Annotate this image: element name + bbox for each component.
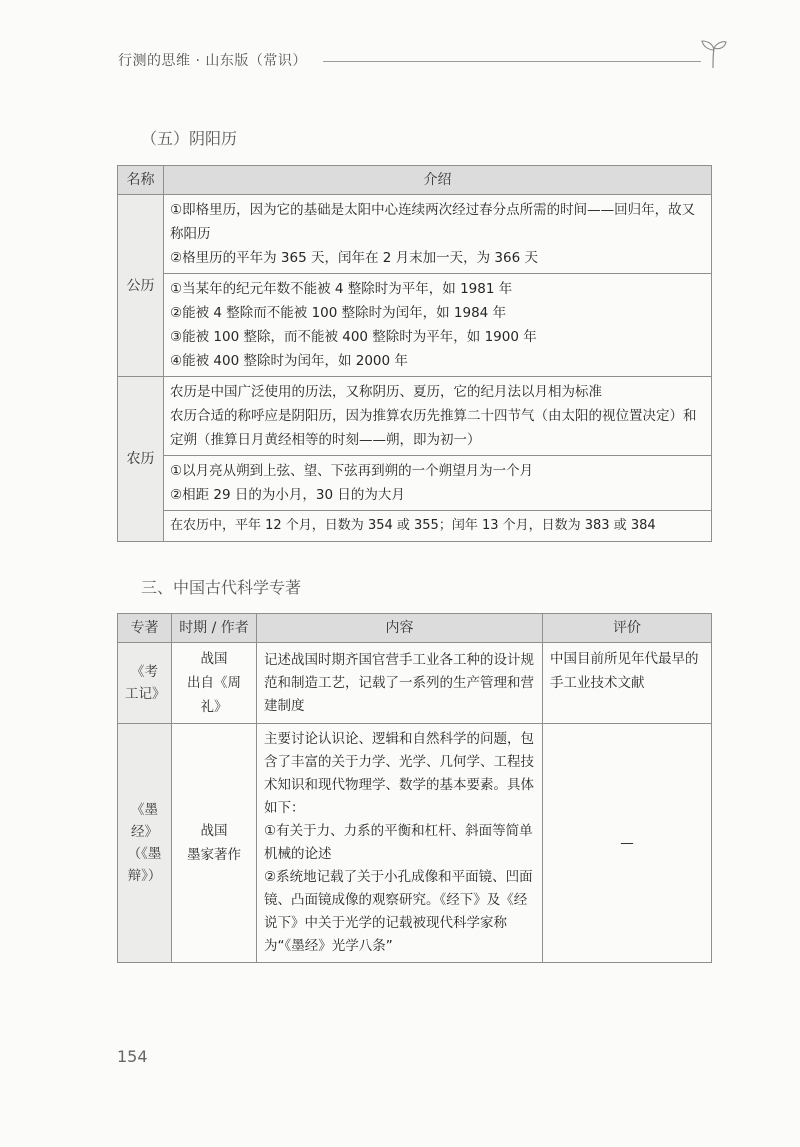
column-header: 介绍 xyxy=(164,166,712,195)
table-row xyxy=(118,377,712,456)
table-header-row xyxy=(118,166,712,195)
content-line: ②系统地记载了关于小孔成像和平面镜、凹面镜、凸面镜成像的观察研究。《经下》及《经说下》中关于光学的记载被现代科学家称为“《墨经》光学八条” xyxy=(264,869,533,954)
table-row xyxy=(118,511,712,542)
intro-line: 在农历中，平年 12 个月，日数为 354 或 355；闰年 13 个月，日数为 383 或 384 xyxy=(170,518,656,533)
intro-cell xyxy=(164,377,712,456)
intro-line: ①以月亮从朔到上弦、望、下弦再到朔的一个朔望月为一个月 xyxy=(170,463,534,479)
column-header: 名称 xyxy=(118,166,164,195)
table-row xyxy=(118,195,712,274)
author: 墨家著作 xyxy=(187,847,241,863)
intro-line: 农历是中国广泛使用的历法，又称阴历、夏历，它的纪月法以月相为标准 xyxy=(170,384,602,400)
intro-cell xyxy=(164,456,712,511)
table-row xyxy=(118,724,712,963)
header-title: 行测的思维 · 山东版（常识） xyxy=(118,53,307,69)
intro-cell xyxy=(164,511,712,542)
intro-line: ①当某年的纪元年数不能被 4 整除时为平年，如 1981 年 xyxy=(170,281,513,297)
evaluation-cell: — xyxy=(543,724,712,963)
section-title-lunisolar: （五）阴阳历 xyxy=(141,129,238,148)
intro-cell xyxy=(164,195,712,274)
table-row xyxy=(118,643,712,724)
column-header: 时期 / 作者 xyxy=(172,614,257,643)
intro-line: ④能被 400 整除时为闰年，如 2000 年 xyxy=(170,353,408,369)
row-name-gregorian: 公历 xyxy=(118,195,164,377)
science-works-table xyxy=(117,613,712,963)
table-header-row xyxy=(118,614,712,643)
column-header: 内容 xyxy=(257,614,543,643)
column-header: 评价 xyxy=(543,614,712,643)
book-title: 《墨经》（《墨辩》） xyxy=(118,724,172,963)
period: 战国 xyxy=(200,651,228,667)
running-header xyxy=(118,50,718,74)
evaluation-cell: 中国目前所见年代最早的手工业技术文献 xyxy=(543,643,712,724)
table-row xyxy=(118,274,712,377)
intro-line: ②格里历的平年为 365 天，闰年在 2 月末加一天，为 366 天 xyxy=(170,250,538,266)
period-author-cell xyxy=(172,724,257,963)
intro-line: ③能被 100 整除，而不能被 400 整除时为平年，如 1900 年 xyxy=(170,329,537,345)
content-cell xyxy=(257,724,543,963)
sprout-icon xyxy=(698,38,728,70)
period: 战国 xyxy=(200,823,228,839)
table-row xyxy=(118,456,712,511)
page-number: 154 xyxy=(117,1047,148,1066)
author: 出自《周礼》 xyxy=(187,675,241,715)
book-title: 《考工记》 xyxy=(118,643,172,724)
intro-line: ②能被 4 整除而不能被 100 整除时为闰年，如 1984 年 xyxy=(170,305,507,321)
calendar-table xyxy=(117,165,712,542)
row-name-lunar: 农历 xyxy=(118,377,164,542)
intro-cell xyxy=(164,274,712,377)
period-author-cell xyxy=(172,643,257,724)
intro-line: ②相距 29 日的为小月，30 日的为大月 xyxy=(170,487,405,503)
intro-line: ①即格里历，因为它的基础是太阳中心连续两次经过春分点所需的时间——回归年，故又称阳历 xyxy=(170,202,696,242)
header-rule xyxy=(323,61,701,62)
section-title-science-works: 三、中国古代科学专著 xyxy=(141,578,302,597)
column-header: 专著 xyxy=(118,614,172,643)
content-cell xyxy=(257,643,543,724)
content-line: ①有关于力、力系的平衡和杠杆、斜面等简单机械的论述 xyxy=(264,823,533,862)
content-line: 记述战国时期齐国官营手工业各工种的设计规范和制造工艺，记载了一系列的生产管理和营建制度 xyxy=(264,651,534,714)
content-line: 主要讨论认识论、逻辑和自然科学的问题，包含了丰富的关于力学、光学、几何学、工程技术知识和现代物理学、数学的基本要素。具体如下： xyxy=(264,731,534,816)
intro-line: 农历合适的称呼应是阴阳历，因为推算农历先推算二十四节气（由太阳的视位置决定）和定朔（推算日月黄经相等的时刻——朔，即为初一） xyxy=(170,408,697,448)
